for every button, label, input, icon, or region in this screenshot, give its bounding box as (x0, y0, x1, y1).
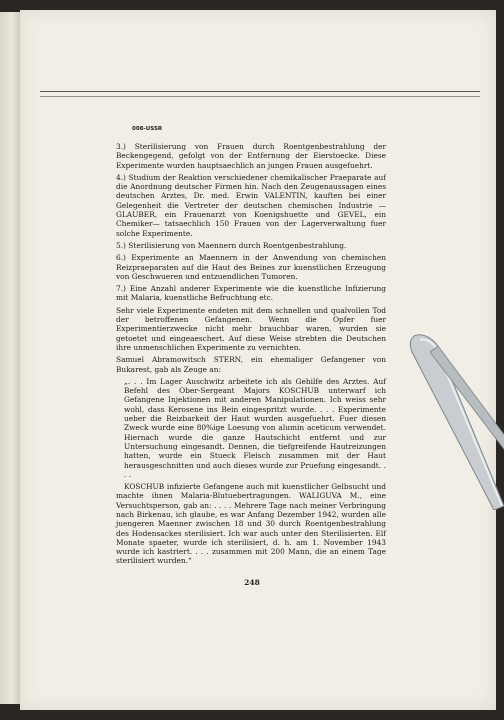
paragraph-witness-quote: „. . . Im Lager Auschwitz arbeitete ich als Gehilfe des Arztes. Auf Befehl des Ober-Sergeant Majors KOSCHUB unterwarf ich Gefangene Injektionen mit anderen Manipulationen. Ich weiss sehr wohl, dass Kerosene ins Bein eingespritzt wurde. . . . Experimente ueber die Reizbarkeit der Haut wurden ausgefuehrt. Fuer diesen Zweck wurde eine 80%ige Loesung von alumin aceticum verwendet. Hiernach wurde die ganze Hautschicht entfernt und zur Untersuchung eingesandt. Dennen, die tiefgreifende Hautreizungen hatten, wurde ein Stueck Fleisch zusammen mit der Haut herausgeschnitten und auch dieses wurde zur Pruefung eingesandt. . . . (124, 376, 386, 479)
paragraph-summary: Sehr viele Experimente endeten mit dem schnellen und qualvollen Tod der betroffenen Gefangenen. Wenn die Opfer fuer Experimentierzwecke nicht mehr brauchbar waren, wurden sie getoetet und eingeaeschert. Auf diese Weise strebten die Deutschen ihre unmenschlichen Experimente zu vernichten. (116, 305, 386, 352)
tweezer-object (408, 330, 504, 510)
paragraph-item-5: 5.) Sterilisierung von Maennern durch Roentgenbestrahlung. (116, 240, 347, 250)
paragraph-koschub: KOSCHUB infizierte Gefangene auch mit kuenstlicher Gelbsucht und machte ihnen Malaria-Blutuebertragungen. WALIGUVA M., eine Versuchtsperson, gab an: . . . . Mehrere Tage nach meiner Verbringung nach Birkenau, ich glaube, es war Anfang Dezember 1942, wurden alle juengeren Maenner zwischen 18 und 30 durch Roentgenbestrahlung des Hodensackes sterilisiert. Ich war auch unter den Sterilisierten. Elf Monate spaeter, wurde ich sterilisiert, d. h. am 1. November 1943 wurde ich kastriert. . . . zusammen mit 200 Mann, die an einem Tage sterilisiert wurden.“ (116, 482, 386, 566)
top-rule (40, 91, 480, 92)
paragraph-item-4: 4.) Studium der Reaktion verschiedener chemikalischer Praeparate auf die Anordnung deutscher Firmen hin. Nach den Zeugenaussagen eines deutschen Arztes, Dr. med. Erwin VALENTIN, kauften bei einer Gelegenheit die Vertreter der deutschen chemischen Industrie —GLAUBER, ein Frauenarzt von Koenigshuette und GEVEL, ein Chemiker— tatsaechlich 150 Frauen von der Lagerverwaltung fuer solche Experimente. (116, 172, 386, 238)
adjacent-page-edge (0, 12, 20, 704)
paragraph-item-7: 7.) Eine Anzahl anderer Experimente wie die kuenstliche Infizierung mit Malaria, kuenstliche Befruchtung etc. (116, 284, 386, 303)
document-body (116, 142, 386, 569)
document-code: 008-USSR (132, 126, 163, 132)
paragraph-witness-intro: Samuel Abramowitsch STERN, ein ehemaliger Gefangener von Bukarest, gab als Zeuge an: (116, 355, 386, 374)
top-rule-faint (40, 96, 480, 97)
paragraph-item-3: 3.) Sterilisierung von Frauen durch Roentgenbestrahlung der Beckengegend, gefolgt von der Entfernung der Eierstoecke. Diese Experimente wurden hauptsaechlich an jungen Frauen ausgefuehrt. (116, 142, 386, 170)
page-number: 248 (244, 578, 260, 587)
paragraph-item-6: 6.) Experimente an Maennern in der Anwendung von chemischen Reizpraeparaten auf die Haut des Beines zur kuenstlichen Erzeugung von Geschwueren und entzuendlichen Tumoren. (116, 253, 386, 281)
